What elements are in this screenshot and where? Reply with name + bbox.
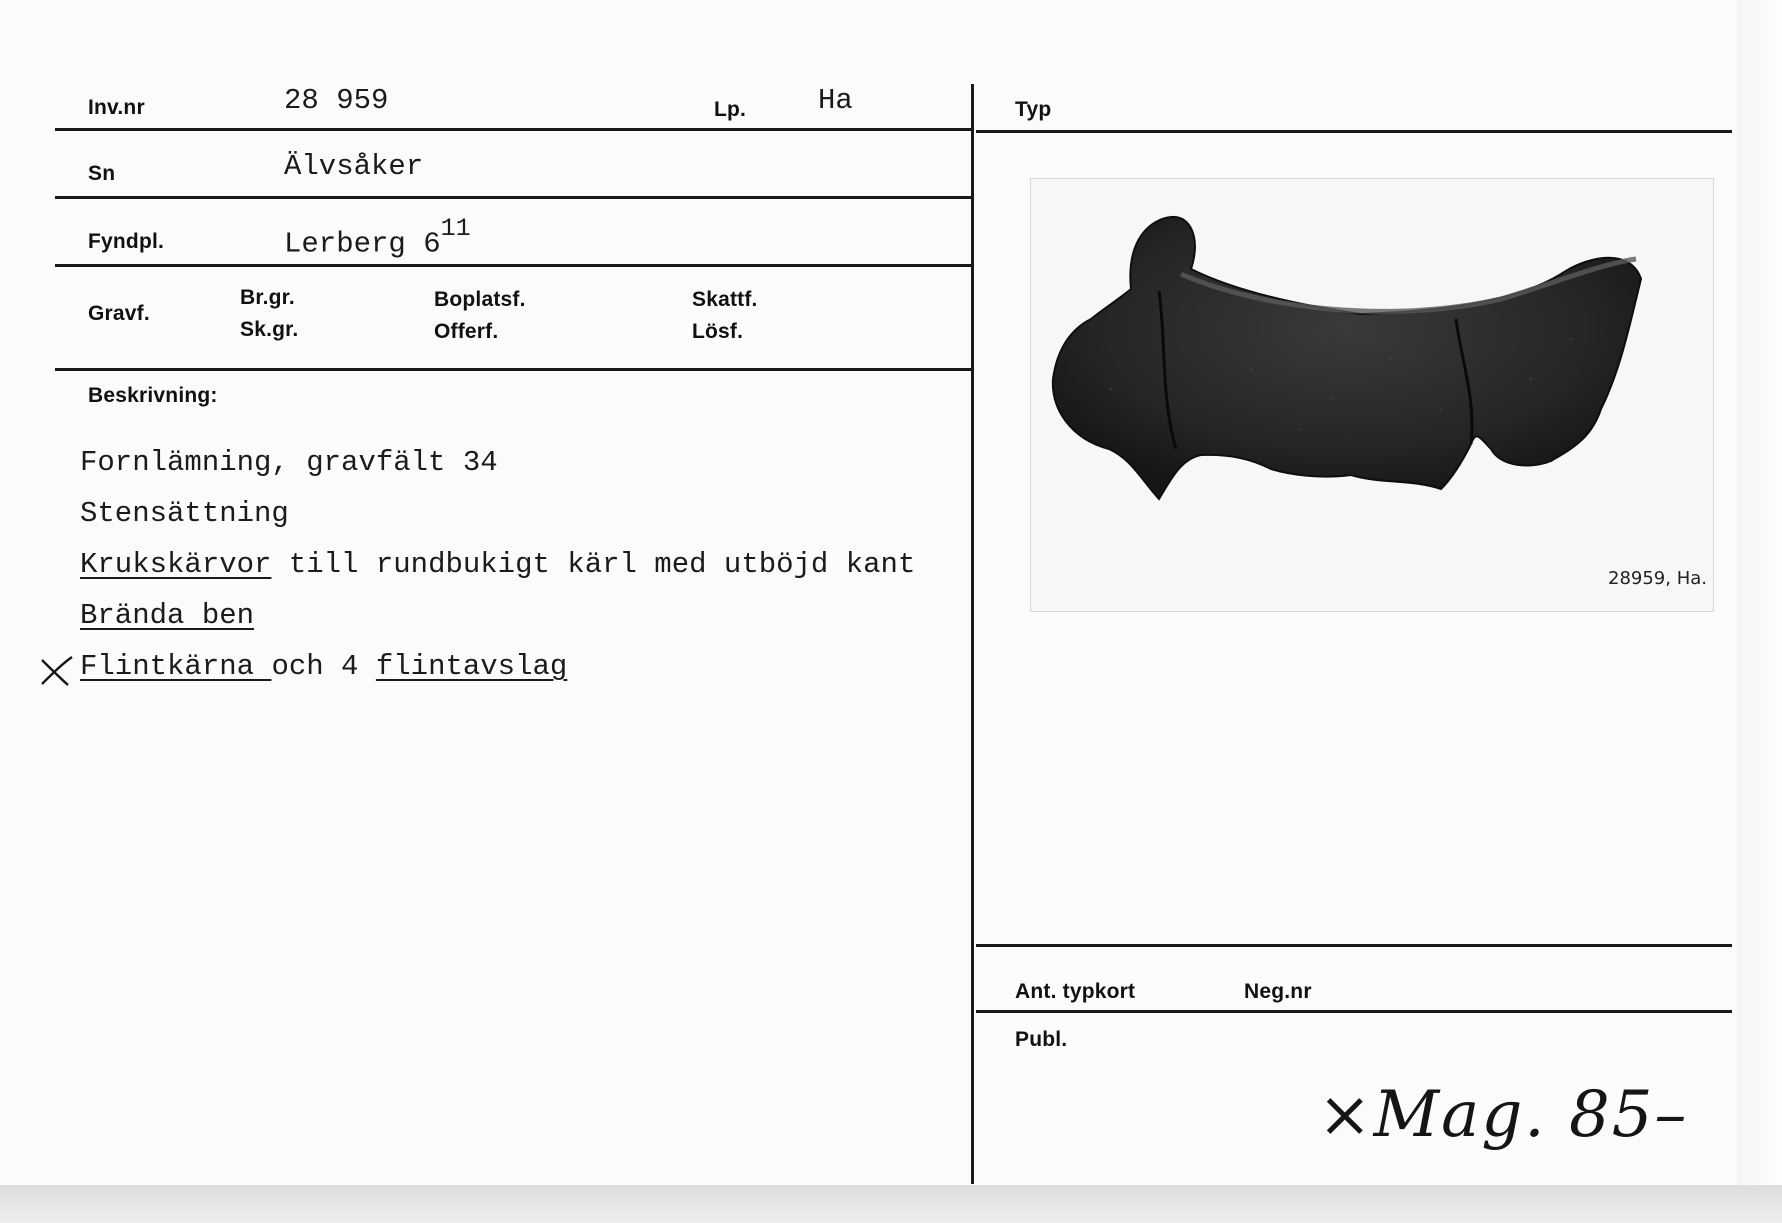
cross-mark-icon	[38, 654, 76, 688]
description-underlined: Brända ben	[80, 599, 255, 632]
artifact-photo	[1030, 178, 1714, 612]
description-line-1	[80, 446, 498, 479]
fyndpl-label: Fyndpl.	[88, 230, 165, 253]
rule-gravf	[55, 368, 971, 371]
description-underlined: Flintkärna	[80, 650, 272, 683]
photo-caption: 28959, Ha.	[1608, 568, 1707, 589]
sn-label: Sn	[88, 162, 116, 185]
fyndpl-place: Lerberg 6	[284, 227, 441, 261]
offerf-label: Offerf.	[434, 320, 499, 343]
rule-ant	[976, 944, 1732, 947]
rule-typ	[976, 130, 1732, 133]
beskrivning-label: Beskrivning:	[88, 384, 218, 407]
card-edge	[1737, 0, 1782, 1223]
description-line-3	[80, 548, 915, 581]
description-line-5	[80, 650, 567, 683]
skattf-label: Skattf.	[692, 288, 758, 311]
lp-label: Lp.	[714, 98, 747, 121]
boplatsf-label: Boplatsf.	[434, 288, 526, 311]
publ-label: Publ.	[1015, 1028, 1068, 1051]
gravf-label: Gravf.	[88, 302, 150, 325]
losf-label: Lösf.	[692, 320, 744, 343]
description-text: och 4	[271, 650, 376, 683]
description-underlined: flintavslag	[375, 650, 568, 683]
description-line-2	[80, 497, 289, 530]
ant-typkort-label: Ant. typkort	[1015, 980, 1136, 1003]
fyndpl-value	[284, 214, 471, 261]
sk-gr-label: Sk.gr.	[240, 318, 299, 341]
rule-neg	[976, 1010, 1732, 1013]
br-gr-label: Br.gr.	[240, 286, 295, 309]
description-underlined: Krukskärvor	[80, 548, 272, 581]
handwritten-note: ×Mag. 85–	[1318, 1078, 1689, 1152]
column-divider	[971, 84, 974, 1184]
fyndpl-superscript: 11	[440, 214, 471, 243]
inv-nr-value: 28 959	[284, 84, 389, 117]
lp-value: Ha	[818, 84, 853, 117]
card-edge-bottom	[0, 1185, 1782, 1223]
rule-fyndpl	[55, 264, 971, 267]
neg-nr-label: Neg.nr	[1244, 980, 1312, 1003]
sn-value: Älvsåker	[284, 150, 424, 183]
description-text: till rundbukigt kärl med utböjd kant	[271, 548, 916, 581]
inv-nr-label: Inv.nr	[88, 96, 145, 119]
rule-inv	[55, 128, 971, 131]
description-line-4	[80, 599, 254, 632]
pottery-shards-image	[1031, 179, 1713, 611]
description-text: Stensättning	[80, 497, 289, 530]
typ-label: Typ	[1015, 98, 1052, 121]
rule-sn	[55, 196, 971, 199]
description-text: Fornlämning, gravfält 34	[80, 446, 498, 479]
